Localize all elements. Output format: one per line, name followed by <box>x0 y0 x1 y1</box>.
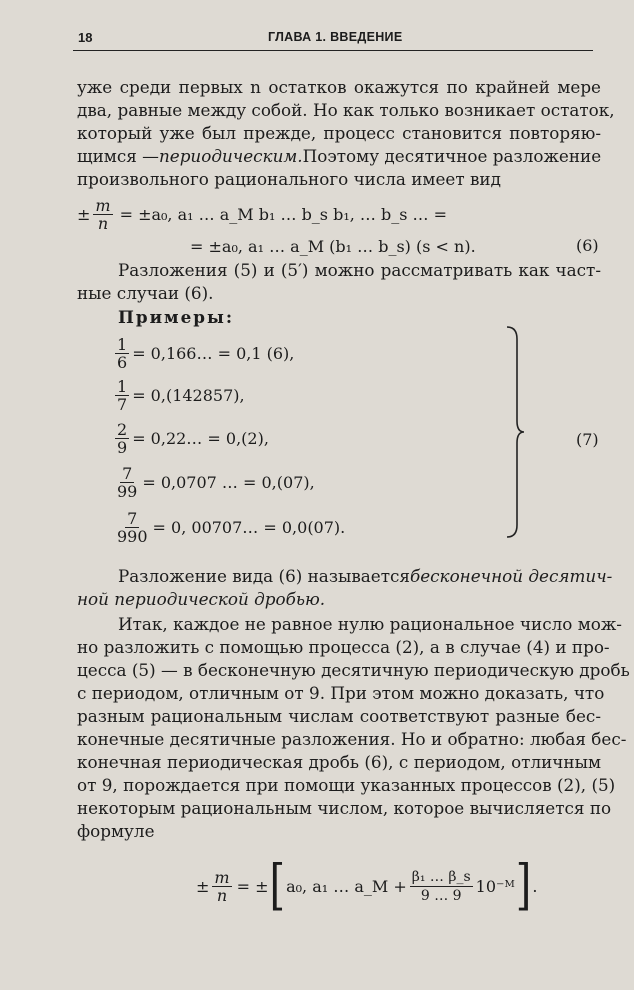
eq6-fraction <box>93 197 112 232</box>
ex4-fraction <box>115 465 139 500</box>
para1-line1: уже среди первых n остатков окажутся по крайней мере <box>77 77 601 97</box>
para1-line3: который уже был прежде, процесс становится повторяю- <box>77 123 601 143</box>
equation-7-number: (7) <box>576 430 599 449</box>
ex3-den: 9 <box>117 437 128 457</box>
eq6-pm: ± <box>77 204 91 224</box>
formula-m: m <box>214 867 230 887</box>
para2-line1: Разложения (5) и (5′) можно рассматривать как част- <box>118 260 601 280</box>
formula-power: 10⁻ᴹ <box>475 876 515 896</box>
ex3-fraction <box>115 421 129 456</box>
para4-line9: некоторым рациональным числом, которое вычисляется по <box>77 798 612 818</box>
formula-beta-den: 9 … 9 <box>420 887 462 904</box>
para4-line10: формуле <box>77 821 155 841</box>
chapter-title: ГЛАВА 1. ВВЕДЕНИЕ <box>268 30 403 44</box>
right-brace <box>505 325 525 539</box>
example-4 <box>112 462 315 502</box>
para4-line5: разным рациональным числам соответствуют разные бес- <box>77 706 601 726</box>
para1-l4c: Поэтому десятичное разложение <box>302 146 602 166</box>
formula-right-bracket: ] <box>515 854 532 918</box>
para1-line2: два, равные между собой. Но как только возникает остаток, <box>77 100 615 120</box>
ex5-fraction <box>115 510 150 545</box>
para3-term-infinite: бесконечной десятич- <box>409 566 613 586</box>
para4-line2: но разложить с помощью процесса (2), а в случае (4) и про- <box>77 637 610 657</box>
para2-line2: ные случаи (6). <box>77 283 214 303</box>
ex4-den: 99 <box>117 481 138 501</box>
ex5-num: 7 <box>127 508 138 528</box>
formula-beta-num: β₁ … β_s <box>411 868 471 885</box>
ex5-rhs: = 0, 00707… = 0,0(07). <box>152 517 346 537</box>
ex1-den: 6 <box>117 352 128 372</box>
ex1-num: 1 <box>117 334 128 354</box>
ex2-rhs: = 0,(142857), <box>132 385 245 405</box>
eq6-denominator: n <box>97 213 109 233</box>
ex2-fraction <box>115 378 129 413</box>
page-number: 18 <box>78 30 93 45</box>
example-1 <box>112 333 294 373</box>
para4-line8: от 9, порождается при помощи указанных процессов (2), (5) <box>77 775 616 795</box>
eq6-numerator: m <box>95 195 111 215</box>
ex3-num: 2 <box>117 419 128 439</box>
page-header <box>73 30 593 51</box>
para1-line4 <box>77 145 601 167</box>
ex5-den: 990 <box>117 526 148 546</box>
ex4-rhs: = 0,0707 … = 0,(07), <box>142 472 315 492</box>
formula-fraction <box>212 869 231 904</box>
equation-6-number: (6) <box>576 236 599 255</box>
para3-l1a: Разложение вида (6) называется <box>118 566 410 586</box>
formula-pm: ± <box>196 876 210 896</box>
para4-line6: конечные десятичные разложения. Но и обратно: любая бес- <box>77 729 627 749</box>
formula-left-bracket: [ <box>269 854 286 918</box>
para1-term-periodic: периодическим. <box>158 146 303 166</box>
ex1-rhs: = 0,166… = 0,1 (6), <box>132 343 295 363</box>
example-3 <box>112 418 269 458</box>
para4-line7: конечная периодическая дробь (6), с периодом, отличным <box>77 752 601 772</box>
formula-body: a₀, a₁ … a_M + <box>286 876 407 896</box>
para3-line1 <box>118 565 613 587</box>
para4-line4: с периодом, отличным от 9. При этом можно доказать, что <box>77 683 605 703</box>
ex3-rhs: = 0,22… = 0,(2), <box>132 428 269 448</box>
para4-line3: цесса (5) — в бесконечную десятичную периодическую дробь <box>77 660 630 680</box>
final-formula <box>196 854 538 918</box>
ex4-num: 7 <box>122 463 133 483</box>
ex1-fraction <box>115 336 129 371</box>
formula-beta-fraction <box>410 868 473 905</box>
formula-eq: = ± <box>236 876 269 896</box>
formula-n: n <box>216 885 228 905</box>
examples-title: Примеры: <box>118 307 235 327</box>
formula-end: . <box>532 876 538 896</box>
ex2-num: 1 <box>117 376 128 396</box>
para4-line1: Итак, каждое не равное нулю рациональное число мож- <box>118 614 622 634</box>
para1-line5: произвольного рационального числа имеет вид <box>77 169 501 189</box>
example-5 <box>112 507 345 547</box>
para3-line2: ной периодической дробью. <box>77 589 326 609</box>
ex2-den: 7 <box>117 394 128 414</box>
eq6-rhs1: = ±a₀, a₁ … a_M b₁ … b_s b₁, … b_s … = <box>119 204 448 224</box>
equation-6-line2: = ±a₀, a₁ … a_M (b₁ … b_s) (s < n). <box>190 236 476 256</box>
para1-l4a: щимся — <box>77 146 159 166</box>
example-2 <box>112 375 245 415</box>
